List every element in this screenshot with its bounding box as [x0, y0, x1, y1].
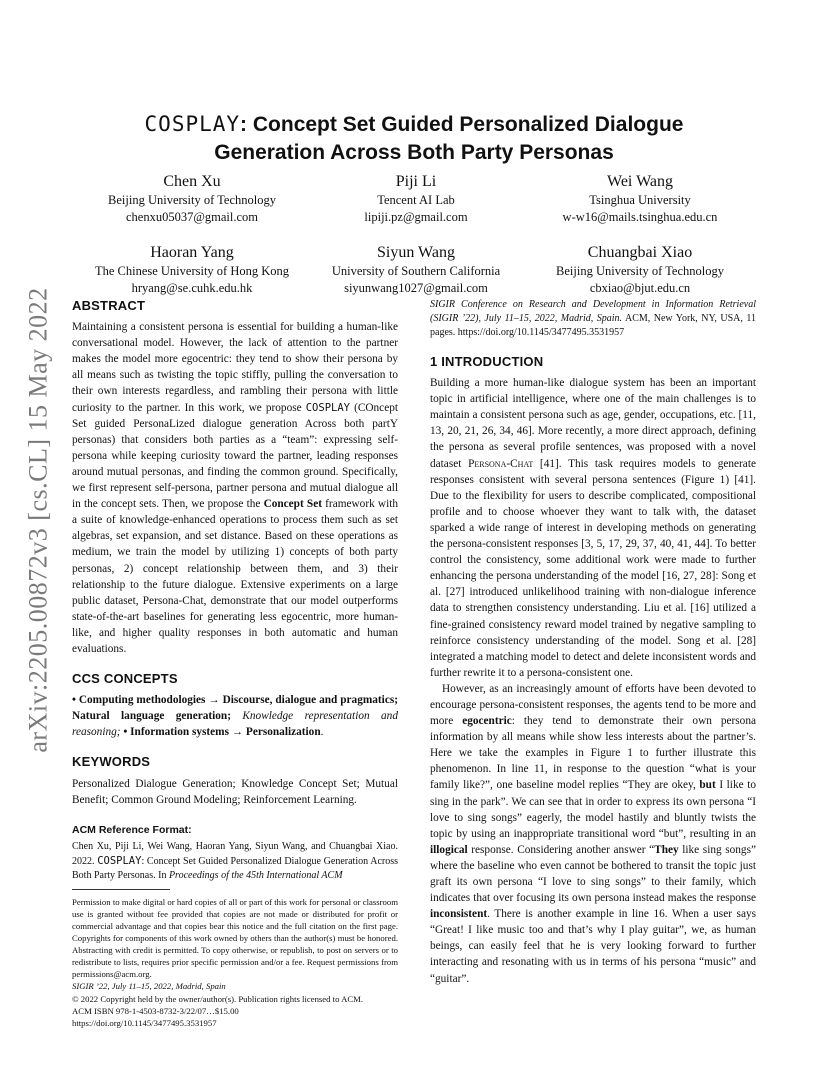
- author-card: [80, 243, 304, 297]
- abstract-text: Maintaining a consistent persona is essential for building a human-like conversational model. However, the lack of attention to the partner makes the model more egocentric: they tend to show their persona by all means such as twisting the topic stiffly, pulling the conversation to their own interests regardless, and rambling their persona with little curiosity to the partner. In this work, we propose COSPLAY (COncept Set guided PersonaLized dialogue generation Across both partY personas) that considers both parties as a “team”: expressing self-persona while keeping curiosity toward the partner, leading responses around mutual personas, and finding the common ground. Specifically, we first represent self-persona, partner persona and mutual dialogue all in the concept sets. Then, we propose the Concept Set framework with a suite of knowledge-enhanced operations to process them such as set algebras, set expansion, and set distance. Based on these operations as medium, we train the model by utilizing 1) concepts of both party personas, 2) concept relationship between them, and 3) their relationship to the future dialogue. Extensive experiments on a large public dataset, Persona-Chat, demonstrate that our model outperforms state-of-the-art baselines for generating less egocentric, more human-like, and higher quality responses in both automatic and human evaluations.: [72, 321, 399, 655]
- author-affiliation: The Chinese University of Hong Kong: [94, 264, 290, 278]
- intro-paragraph-2: However, as an increasingly amount of efforts have been devoted to encourage persona-consistent responses, the agents tend to be more and more egocentric: they tend to demonstrate their own persona information by all means while show less interests about the partner’s. Here we take the examples in Figure 1 to further illustrate this phenomenon. In line 11, in response to the question “what is your family like?”, one baseline model replies “They are okey, but I like to sing in the park”. We can see that in order to express its own persona “I love to sing songs” eagerly, the model hastily and bluntly twists the topic by using an inappropriate transitional word “but”, resulting in an illogical response. Considering another answer “They like sing songs” where the baseline who even cannot be bothered to transit the topic just graft its own persona “I love to sing songs” to their family, which indicates that over focusing its own persona instead makes the response inconsistent. There is another example in line 16. When a user says “Great! I like music too and that’s why I play guitar”, we, as human beings, can easily feel that he is very looking forward to further interacting and resonating with us in terms of his persona “music” and “guitar”.: [430, 682, 756, 985]
- author-name: Siyun Wang: [377, 244, 455, 261]
- acm-reference-text: Chen Xu, Piji Li, Wei Wang, Haoran Yang, Siyun Wang, and Chuangbai Xiao. 2022. COSPLAY: Concept Set Guided Personalized Dialogue Generation Across Both Party Personas. In Proceedings of the 45th International ACM: [72, 840, 399, 881]
- author-card: [80, 172, 304, 226]
- author-name: Wei Wang: [607, 173, 673, 190]
- left-column: [72, 298, 398, 1029]
- title-line-2: Generation Across Both Party Personas: [214, 141, 614, 164]
- author-email[interactable]: cbxiao@bjut.edu.cn: [589, 281, 691, 295]
- author-email[interactable]: hryang@se.cuhk.edu.hk: [131, 281, 253, 295]
- author-email[interactable]: chenxu05037@gmail.com: [126, 210, 258, 224]
- author-affiliation: University of Southern California: [331, 264, 501, 278]
- author-name: Chen Xu: [163, 173, 221, 190]
- abstract-system-name: COSPLAY: [305, 401, 350, 414]
- keywords-heading: KEYWORDS: [72, 754, 151, 770]
- title-system-name: COSPLAY: [144, 112, 241, 136]
- doi-link[interactable]: https://doi.org/10.1145/3477495.3531957: [72, 1017, 217, 1028]
- author-affiliation: Tencent AI Lab: [377, 193, 455, 207]
- author-email[interactable]: siyunwang1027@gmail.com: [344, 281, 488, 295]
- author-email[interactable]: w-w16@mails.tsinghua.edu.cn: [562, 210, 718, 224]
- right-column: [430, 298, 756, 987]
- footnote-rule: [72, 889, 170, 890]
- author-card: [304, 243, 528, 297]
- author-name: Piji Li: [395, 173, 437, 190]
- permission-notice: Permission to make digital or hard copies of all or part of this work for personal or classroom use is granted without fee provided that copies are not made or distributed for profit or commercial advantage and that copies bear this notice and the full citation on the first page. Copyrights for components of this work owned by others than the author(s) must be honored. Abstracting with credit is permitted. To copy otherwise, or republish, to post on servers or to redistribute to lists, requires prior specific permission and/or a fee. Request permissions from permissions@acm.org.: [72, 896, 398, 980]
- arxiv-stamp: arXiv:2205.00872v3 [cs.CL] 15 May 2022: [24, 287, 53, 753]
- abstract-heading: ABSTRACT: [72, 298, 146, 313]
- title-line-1-rest: : Concept Set Guided Personalized Dialogue: [240, 113, 684, 136]
- author-name: Chuangbai Xiao: [587, 244, 693, 261]
- ccs-text: • Computing methodologies → Discourse, dialogue and pragmatics; Natural language generation; Knowledge representation and reasoning; • Information systems → Personalization.: [72, 694, 398, 739]
- author-affiliation: Tsinghua University: [589, 193, 691, 207]
- copyright-line: © 2022 Copyright held by the owner/author(s). Publication rights licensed to ACM.: [72, 993, 364, 1004]
- introduction-heading: 1 INTRODUCTION: [430, 354, 544, 369]
- author-block: [80, 172, 752, 297]
- reference-continuation: SIGIR Conference on Research and Development in Information Retrieval (SIGIR ’22), July 11–15, 2022, Madrid, Spain. ACM, New York, NY, USA, 11 pages. https://doi.org/10.1145/3477495.3531957: [430, 299, 756, 338]
- ccs-heading: CCS CONCEPTS: [72, 671, 178, 687]
- author-name: Haoran Yang: [150, 244, 234, 261]
- paper-title: [100, 110, 728, 167]
- author-affiliation: Beijing University of Technology: [556, 264, 724, 278]
- isbn-line: ACM ISBN 978-1-4503-8732-3/22/07…$15.00: [72, 1005, 239, 1016]
- author-card: [528, 172, 752, 226]
- author-email[interactable]: lipiji.pz@gmail.com: [364, 210, 468, 224]
- author-card: [528, 243, 752, 297]
- keywords-text: Personalized Dialogue Generation; Knowledge Concept Set; Mutual Benefit; Common Ground Modeling; Reinforcement Learning.: [72, 777, 398, 806]
- conference-line: SIGIR ’22, July 11–15, 2022, Madrid, Spain: [72, 981, 226, 992]
- author-affiliation: Beijing University of Technology: [108, 193, 276, 207]
- intro-paragraph-1: Building a more human-like dialogue system has been an important topic in artificial intelligence, where one of the main challenges is to maintain a consistent persona such as age, gender, occupations, etc. [11, 13, 20, 21, 26, 34, 46]. More recently, a more direct approach, defining the persona as several profile sentences, was proposed with a novel dataset Persona-Chat [41]. This task requires models to generate responses consistent with several persona sentences (Figure 1) [41]. Due to the flexibility for users to describe complicated, compositional profile and to choose whoever they want to talk with, the dataset sparked a wide range of interest in developing methods on generating the persona-consistent responses [3, 5, 17, 29, 37, 40, 41, 44]. To better control the consistency, some additional work were made to further enhancing the persona understanding of the model [16, 27, 28]: Song et al. [27] introduced unlikelihood training with non-dialogue inference data to strengthen consistency understanding. Liu et al. [16] utilized a fine-grained consistency reward model trained by negative sampling to reinforce consistency understanding of the model. Song et al. [28] integrated a matching model to detect and delete inconsistent words and further rewrite it to a persona-consistent one.: [430, 377, 756, 679]
- title-line-1: [100, 110, 728, 139]
- author-card: [304, 172, 528, 226]
- acm-reference-heading: ACM Reference Format:: [72, 823, 192, 836]
